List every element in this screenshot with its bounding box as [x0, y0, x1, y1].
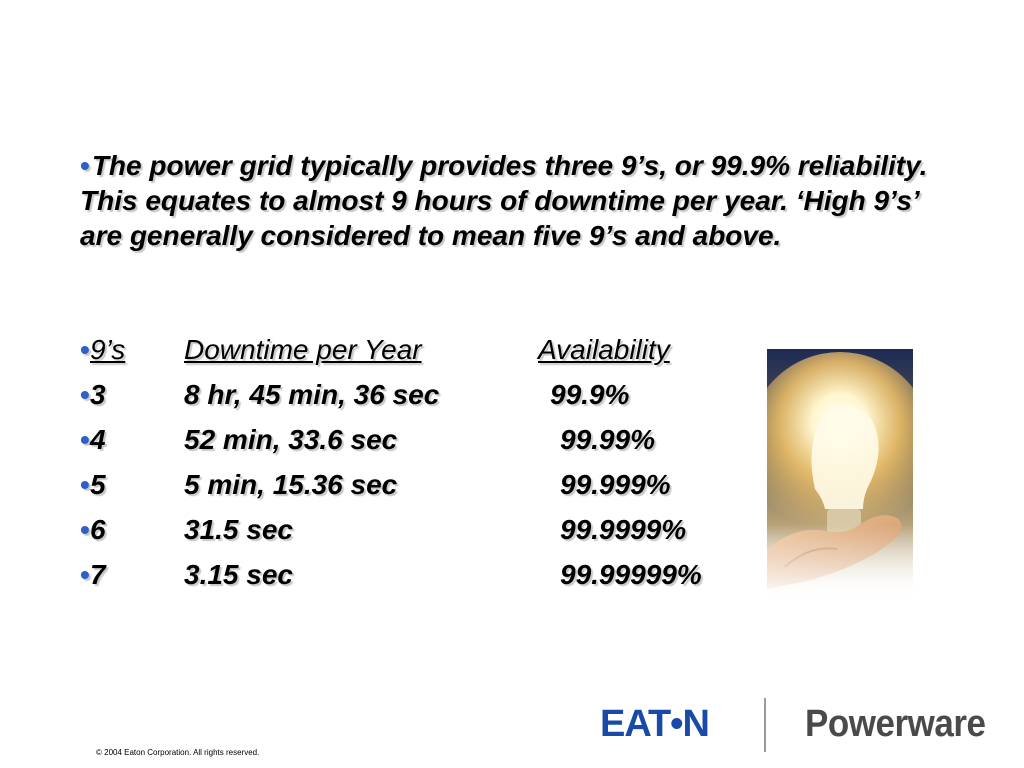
availability-value: 99.999% [560, 469, 671, 500]
bullet-icon: • [80, 424, 90, 455]
table-row [80, 559, 780, 604]
nines-value: 5 [90, 469, 106, 500]
nines-value: 6 [90, 514, 106, 545]
intro-paragraph [80, 148, 940, 253]
bullet-icon: • [80, 559, 90, 590]
header-downtime: Downtime per Year [184, 334, 422, 365]
table-row [80, 514, 780, 559]
lightbulb-icon [767, 349, 913, 599]
table-header-row [80, 334, 780, 379]
downtime-value: 3.15 sec [184, 559, 293, 590]
bullet-icon: • [80, 469, 90, 500]
table-row [80, 379, 780, 424]
eaton-logo: EAT•N [600, 703, 709, 745]
bullet-icon: • [80, 150, 90, 181]
availability-value: 99.99999% [560, 559, 702, 590]
bullet-icon: • [80, 514, 90, 545]
brand-logos [598, 696, 1008, 754]
logo-divider [764, 698, 766, 752]
availability-value: 99.99% [560, 424, 655, 455]
nines-value: 7 [90, 559, 106, 590]
header-availability: Availability [538, 334, 670, 365]
intro-text: The power grid typically provides three 9’s, or 99.9% reliability. This equates to almost 9 hours of downtime per year. ‘High 9’s’ are generally considered to mean five 9’s and above. [80, 150, 928, 251]
table-row [80, 469, 780, 514]
powerware-logo: Powerware [805, 703, 986, 745]
downtime-value: 52 min, 33.6 sec [184, 424, 398, 455]
downtime-value: 31.5 sec [184, 514, 293, 545]
downtime-value: 8 hr, 45 min, 36 sec [184, 379, 440, 410]
nines-value: 3 [90, 379, 106, 410]
header-nines: 9’s [90, 334, 126, 365]
bullet-icon: • [80, 334, 90, 365]
copyright-notice: © 2004 Eaton Corporation. All rights reserved. [96, 748, 260, 757]
nines-value: 4 [90, 424, 106, 455]
nines-table [80, 334, 780, 604]
availability-value: 99.9% [550, 379, 630, 410]
lightbulb-in-hand-photo [767, 349, 913, 599]
availability-value: 99.9999% [560, 514, 687, 545]
downtime-value: 5 min, 15.36 sec [184, 469, 398, 500]
table-row [80, 424, 780, 469]
bullet-icon: • [80, 379, 90, 410]
